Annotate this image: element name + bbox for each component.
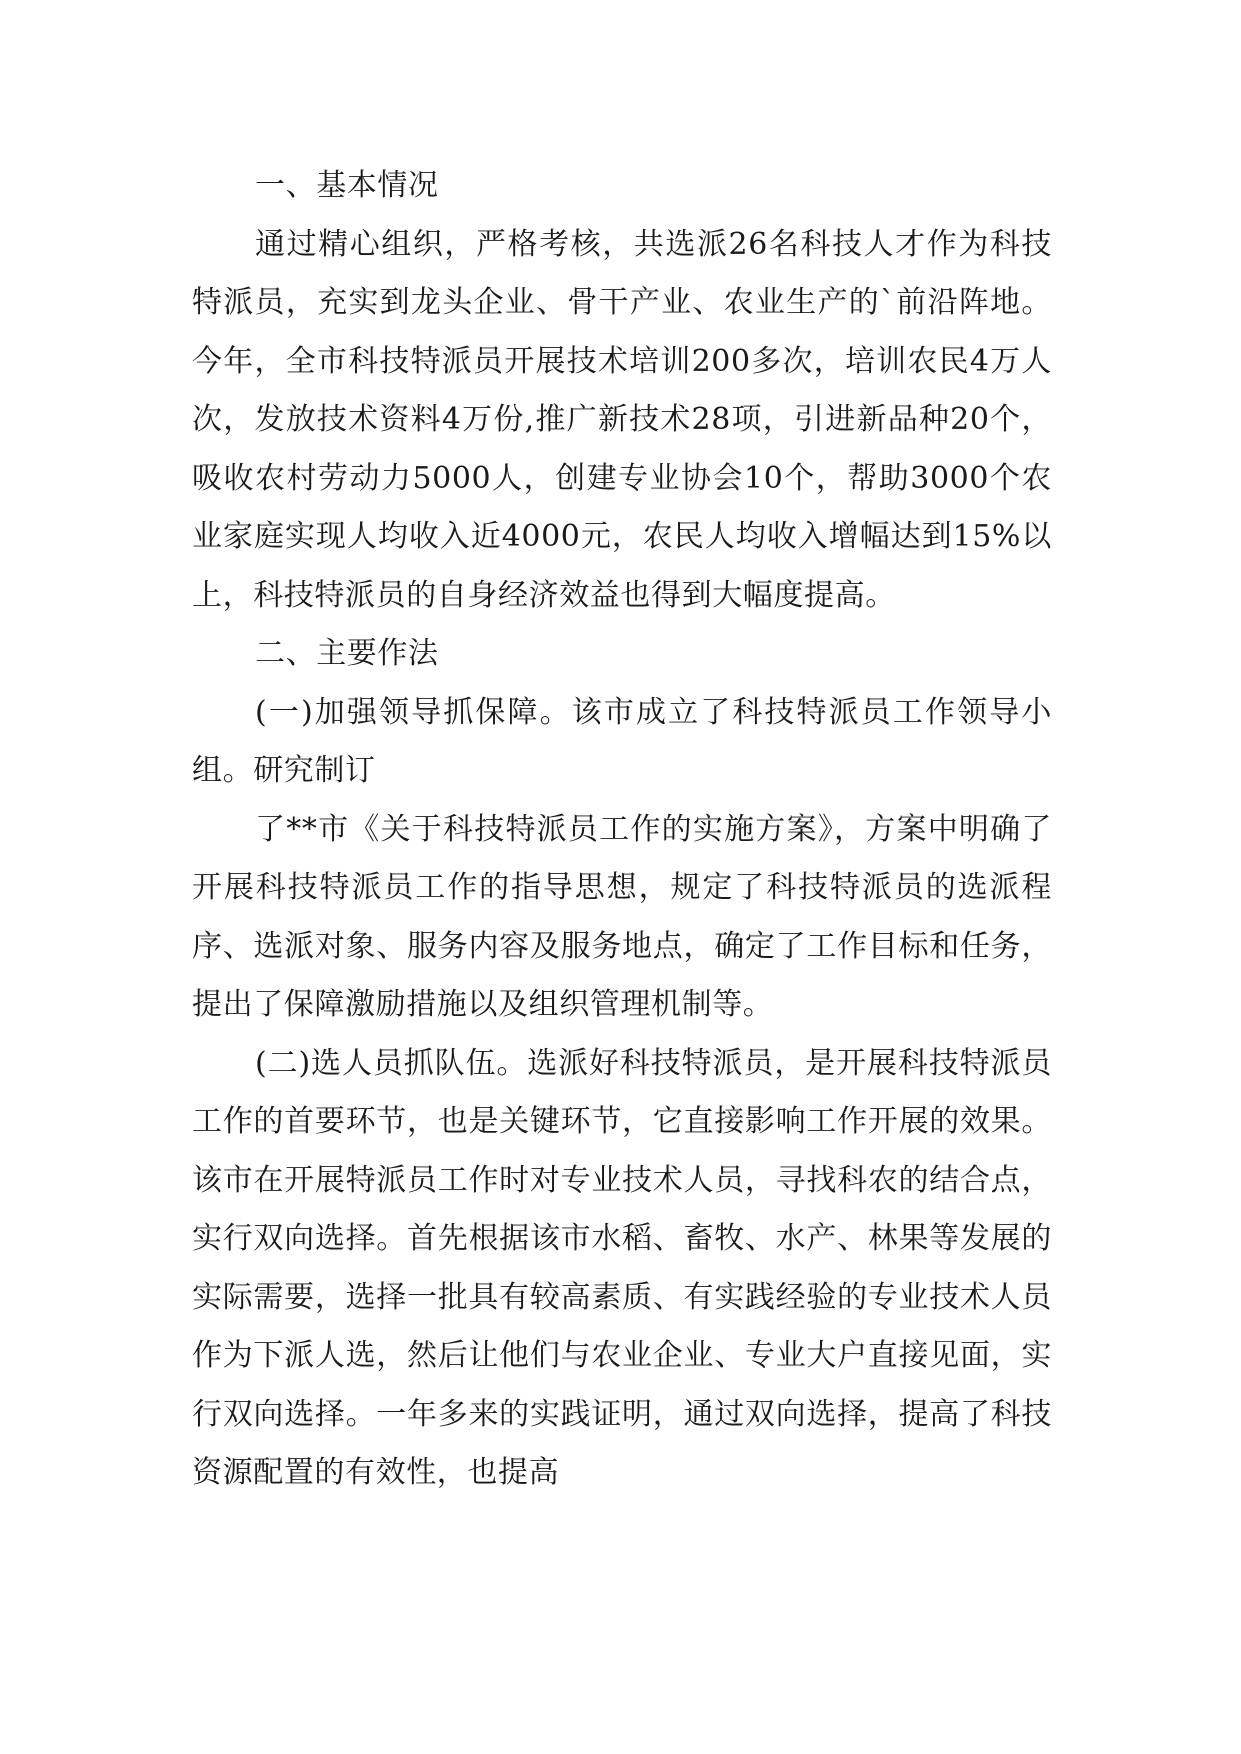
document-body: [192, 157, 1052, 1503]
paragraph-personnel-selection: (二)选人员抓队伍。选派好科技特派员，是开展科技特派员工作的首要环节，也是关键环节，它直接影响工作开展的效果。该市在开展特派员工作时对专业技术人员，寻找科农的结合点，实行双向选择。首先根据该市水稻、畜牧、水产、林果等发展的实际需要，选择一批具有较高素质、有实践经验的专业技术人员作为下派人选，然后让他们与农业企业、专业大户直接见面，实行双向选择。一年多来的实践证明，通过双向选择，提高了科技资源配置的有效性，也提高: [192, 1045, 1052, 1490]
paragraph-basic-situation: 通过精心组织，严格考核，共选派26名科技人才作为科技特派员，充实到龙头企业、骨干产业、农业生产的`前沿阵地。今年，全市科技特派员开展技术培训200多次，培训农民4万人次，发放技术资料4万份,推广新技术28项，引进新品种20个，吸收农村劳动力5000人，创建专业协会10个，帮助3000个农业家庭实现人均收入近4000元，农民人均收入增幅达到15%以上，科技特派员的自身经济效益也得到大幅度提高。: [192, 226, 1052, 613]
paragraph-implementation-plan: 了**市《关于科技特派员工作的实施方案》，方案中明确了开展科技特派员工作的指导思想，规定了科技特派员的选派程序、选派对象、服务内容及服务地点，确定了工作目标和任务，提出了保障激励措施以及组织管理机制等。: [192, 811, 1052, 1022]
section-heading-main-methods: 二、主要作法: [255, 636, 439, 671]
paragraph-leadership: (一)加强领导抓保障。该市成立了科技特派员工作领导小组。研究制订: [192, 694, 1052, 788]
section-heading-basic-situation: 一、基本情况: [255, 168, 439, 203]
